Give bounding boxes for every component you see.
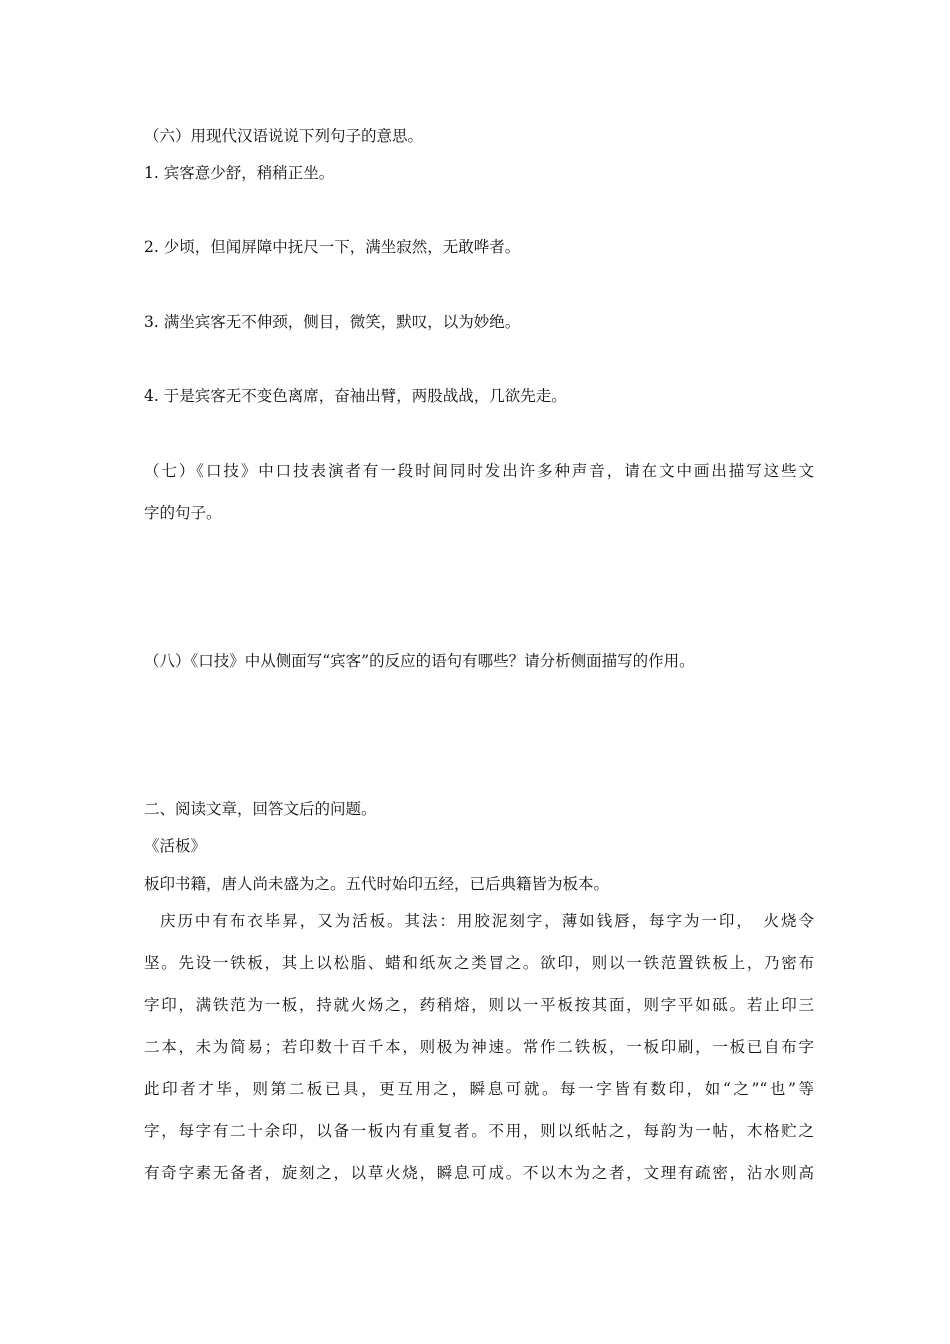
article-paragraph-2-line: 此印者才毕，则第二板已具，更互用之，瞬息可就。每一字皆有数印，如“之”“也”等: [144, 1080, 814, 1098]
article-paragraph-1: 板印书籍，唐人尚未盛为之。五代时始印五经，已后典籍皆为板本。: [144, 875, 610, 893]
question-item-4: 4. 于是宾客无不变色离席，奋袖出臂，两股战战，几欲先走。: [144, 387, 567, 405]
question-item-3: 3. 满坐宾客无不伸颈，侧目，微笑，默叹，以为妙绝。: [144, 313, 521, 331]
article-paragraph-2-line: 坚。先设一铁板，其上以松脂、蜡和纸灰之类冒之。欲印，则以一铁范置铁板上，乃密布: [144, 954, 814, 972]
article-paragraph-2-line: 字印，满铁范为一板，持就火炀之，药稍熔，则以一平板按其面，则字平如砥。若止印三: [144, 996, 814, 1014]
section-6-heading: （六）用现代汉语说说下列句子的意思。: [144, 127, 424, 145]
section-7-line-1: （七）《口技》中口技表演者有一段时间同时发出许多种声音，请在文中画出描写这些文: [144, 462, 814, 480]
article-paragraph-2-line: 庆历中有布衣毕昇，又为活板。其法：用胶泥刻字，薄如钱唇，每字为一印， 火烧令: [160, 912, 814, 930]
article-paragraph-2-line: 字，每字有二十余印，以备一板内有重复者。不用，则以纸帖之，每韵为一帖，木格贮之: [144, 1122, 814, 1140]
question-item-2: 2. 少顷，但闻屏障中抚尺一下，满坐寂然，无敢哗者。: [144, 238, 521, 256]
section-8-heading: （八）《口技》中从侧面写“宾客”的反应的语句有哪些？请分析侧面描写的作用。: [144, 652, 695, 670]
part-2-heading: 二、阅读文章，回答文后的问题。: [144, 800, 377, 818]
article-title: 《活板》: [144, 837, 207, 855]
article-paragraph-2-line: 有奇字素无备者，旋刻之，以草火烧，瞬息可成。不以木为之者，文理有疏密，沾水则高: [144, 1164, 814, 1182]
question-item-1: 1. 宾客意少舒，稍稍正坐。: [144, 164, 335, 182]
section-7-line-2: 字的句子。: [144, 504, 222, 522]
article-paragraph-2-line: 二本，未为简易；若印数十百千本，则极为神速。常作二铁板，一板印刷，一板已自布字: [144, 1038, 814, 1056]
